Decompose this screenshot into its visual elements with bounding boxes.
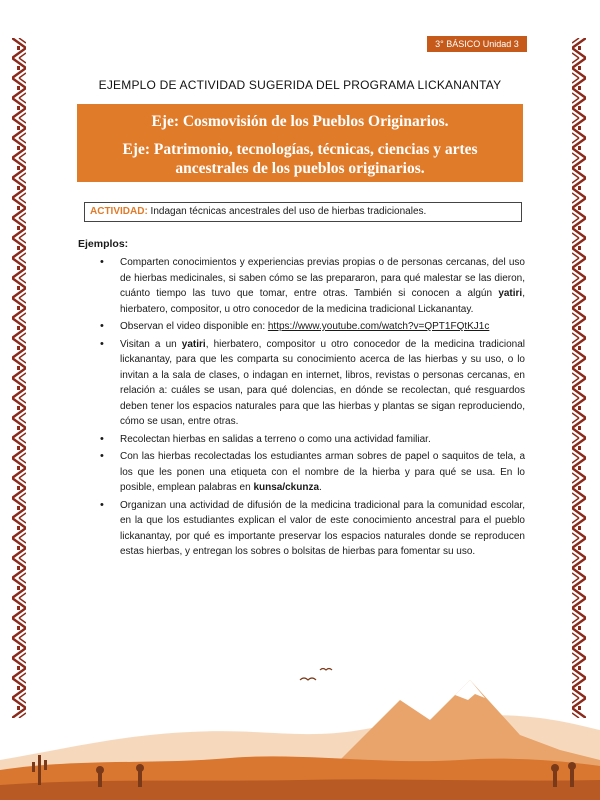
item-bold-term: kunsa/ckunza [253,482,320,493]
right-decorative-border [572,38,586,718]
banner-line-3: ancestrales de los pueblos originarios. [175,160,425,177]
item-text: , hierbatero, compositor, u otro conocedor de la medicina tradicional Lickanantay. [120,288,525,315]
list-item [100,337,525,430]
axis-banner [77,104,523,182]
list-item [100,432,525,448]
banner-line-2: Eje: Patrimonio, tecnologías, técnicas, ciencias y artes [122,141,478,158]
item-text: Comparten conocimientos y experiencias previas propias o de personas cercanas, del uso de hierbas medicinales, si saben cómo se las prepararon, para qué malestar se las dieron, cuánto tiempo las tuvo que tomar, entre otras. También si conocen a algún [120,257,525,299]
list-item [100,449,525,496]
banner-line-1: Eje: Cosmovisión de los Pueblos Originarios. [151,113,449,130]
list-item [100,319,525,335]
item-bold-term: yatiri [498,288,523,299]
item-text: Observan el video disponible en: [120,321,268,332]
item-text: Visitan a un [120,338,182,350]
examples-list [100,255,525,562]
activity-box [84,202,522,222]
examples-heading: Ejemplos: [78,238,129,250]
item-text: . [319,482,322,493]
left-decorative-border [12,38,26,718]
video-link[interactable]: https://www.youtube.com/watch?v=QPT1FQtKJ1c [267,321,490,332]
grade-unit-badge: 3° BÁSICO Unidad 3 [427,36,527,52]
page-title: EJEMPLO DE ACTIVIDAD SUGERIDA DEL PROGRAMA LICKANANTAY [98,78,502,92]
list-item [100,255,525,317]
activity-text: Indagan técnicas ancestrales del uso de hierbas tradicionales. [147,206,427,217]
item-text: Organizan una actividad de difusión de la medicina tradicional para la comunidad escolar, en la que los estudiantes explican el valor de este conocimiento ancestral para el pueblo lickanantay, por qué es importante preservar los espacios naturales donde se reproducen estas hierbas, y entregan los sobres o bolsitas de hierbas para fomentar su uso. [120,499,525,557]
list-item [100,498,525,560]
item-text: , hierbatero, compositor u otro conocedor de la medicina tradicional lickanantay, para que les comparta su conocimiento acerca de las hierbas y su uso, o lo invitan a la sala de clases, o indagan en internet, libros, revistas o personas cercanas, en relación a: cuáles se usan, para qué dolencias, en dónde se recolectan, qué resguardos deben tener los espacios naturales para que las hierbas y plantas se sigan reproduciendo, cómo se usan, entre otras. [120,338,526,427]
item-text: Con las hierbas recolectadas los estudiantes arman sobres de papel o saquitos de tela, a los que les ponen una etiqueta con el nombre de la hierba y para qué se usa. En lo posible, emplean palabras en [120,451,525,493]
item-bold-term: yatiri [181,338,206,350]
andean-landscape-illustration [0,640,600,800]
item-text: Recolectan hierbas en salidas a terreno o como una actividad familiar. [120,433,431,445]
activity-label: ACTIVIDAD: [90,206,148,217]
